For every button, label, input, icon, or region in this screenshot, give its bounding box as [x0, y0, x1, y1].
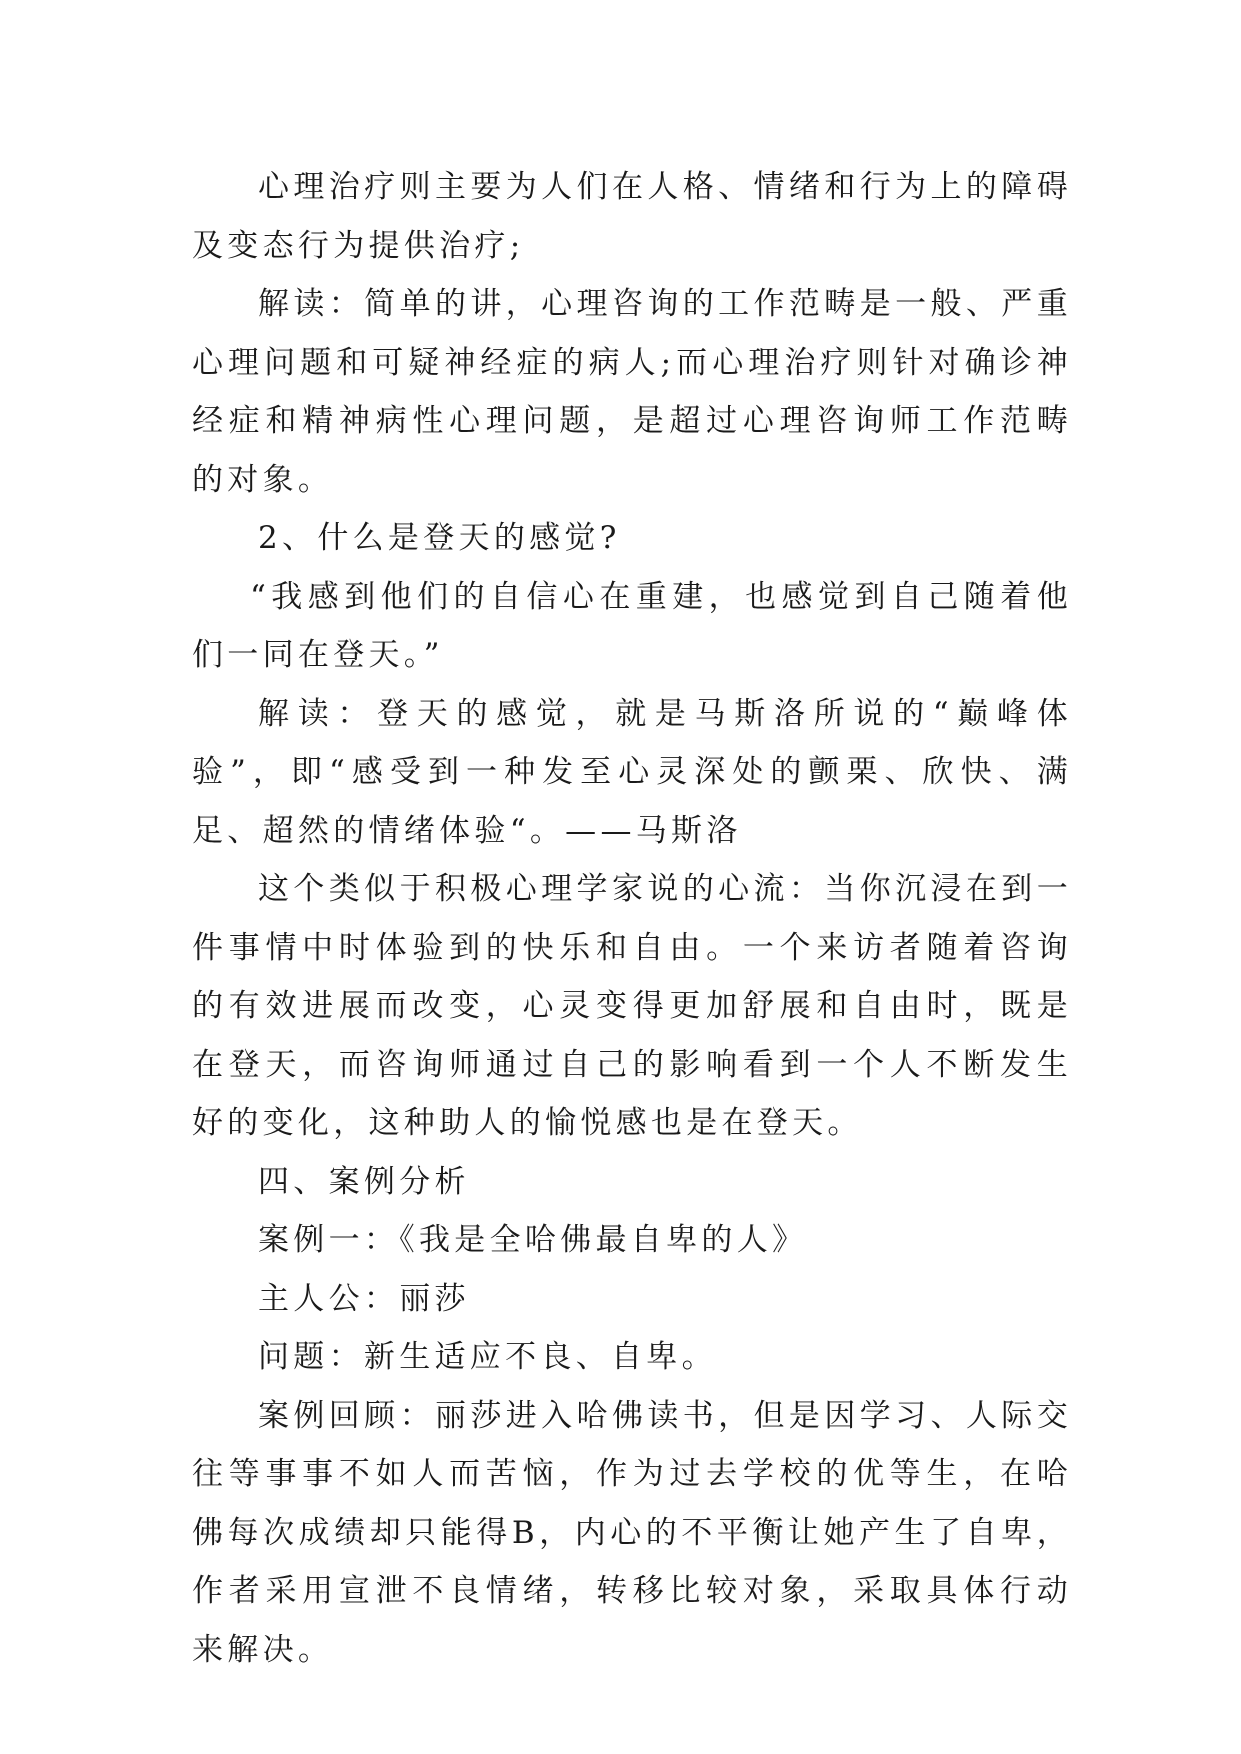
paragraph-quote: “我感到他们的自信心在重建，也感觉到自己随着他们一同在登天。” [192, 578, 1072, 673]
paragraph-case-title: 案例一：《我是全哈佛最自卑的人》 [258, 1222, 808, 1258]
paragraph-question-2: 2、什么是登天的感觉? [258, 520, 621, 556]
section-heading-case-analysis: 四、案例分析 [258, 1163, 470, 1200]
paragraph-therapy-definition: 心理治疗则主要为人们在人格、情绪和行为上的障碍及变态行为提供治疗; [192, 169, 1072, 264]
paragraph-protagonist: 主人公：丽莎 [258, 1280, 470, 1317]
paragraph-problem: 问题：新生适应不良、自卑。 [258, 1339, 717, 1375]
paragraph-flow: 这个类似于积极心理学家说的心流：当你沉浸在到一件事情中时体验到的快乐和自由。一个来访者随着咨询的有效进展而改变，心灵变得更加舒展和自由时，既是在登天，而咨询师通过自己的影响看到一个人不断发生好的变化，这种助人的愉悦感也是在登天。 [192, 871, 1072, 1141]
paragraph-interpretation-scope: 解读：简单的讲，心理咨询的工作范畴是一般、严重心理问题和可疑神经症的病人;而心理治疗则针对确诊神经症和精神病性心理问题，是超过心理咨询师工作范畴的对象。 [192, 286, 1072, 498]
paragraph-case-review: 案例回顾：丽莎进入哈佛读书，但是因学习、人际交往等事事不如人而苦恼，作为过去学校的优等生，在哈佛每次成绩却只能得B，内心的不平衡让她产生了自卑，作者采用宣泄不良情绪，转移比较对象，采取具体行动来解决。 [192, 1397, 1072, 1668]
paragraph-interpretation-peak: 解读：登天的感觉，就是马斯洛所说的“巅峰体验”，即“感受到一种发至心灵深处的颤栗、欣快、满足、超然的情绪体验“。——马斯洛 [192, 695, 1072, 849]
document-body [192, 158, 1072, 1679]
